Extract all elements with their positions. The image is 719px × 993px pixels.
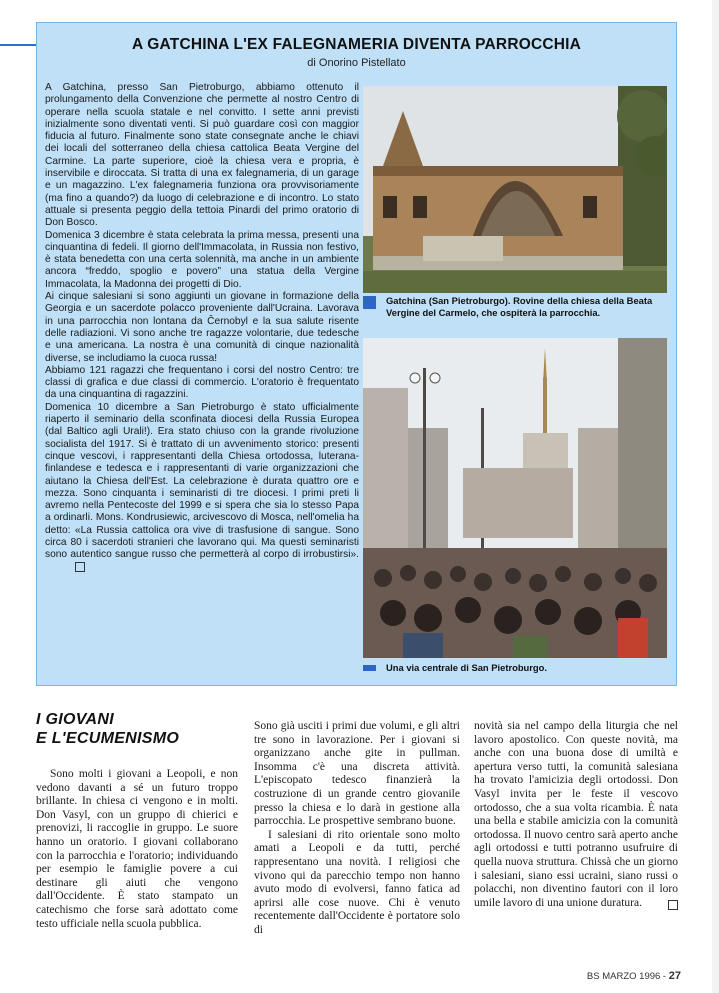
column-3 bbox=[474, 720, 678, 910]
article-paragraph: Domenica 3 dicembre è stata celebrata la prima messa, presenti una cinquantina di fedeli. Il giorno dell'Immacolata, in Russia non festivo, è stata benedetta con una certa solennità, ma anche in un ambiente ancora “freddo, spoglio e povero” una statua della Vergine Immacolata, la Madonna dei progetti di Dio. bbox=[45, 229, 359, 290]
article-paragraph-text: Domenica 10 dicembre a San Pietroburgo è stato ufficialmente riaperto il seminario della sconfinata diocesi della Russia Europea (dal Baltico agli Urali!). Era stato chiuso con la grande rivoluzione socialista del 1917. Si è trattato di un avvenimento storico: presenti cinque vescovi, i rappresentanti della Chiesa ortodossa, luterana-finlandese e tedesca e i rappresentanti di varie organizzazioni che aiutano la Chiesa dell'Est. La celebrazione è durata quattro ore e mezza. Sono cinquanta i seminaristi di tre diocesi. I primi preti li avremo nella Pentecoste del 1999 e si spera che sia lo stesso Papa a ordinarli. Mons. Kondrusiewic, arcivescovo di Mosca, nell'omelia ha detto: «La Russia cattolica ora vive di trasfusione di sangue. Sono circa 80 i sacerdoti stranieri che lavorano qui. Ma questi seminaristi sono autentico sangue russo che permetterà al corpo di irrobustirsi». bbox=[45, 401, 359, 561]
page-footer bbox=[587, 970, 681, 982]
article-body bbox=[45, 82, 359, 575]
caption-church-ruins bbox=[363, 295, 668, 318]
article-paragraph bbox=[45, 402, 359, 575]
column-paragraph: I salesiani di rito orientale sono molto amati a Leopoli e da tutti, perché rappresentano una novità. I religiosi che vivono qui da parecchio tempo non hanno avuto modo di evolversi, fanno fatica ad aprirsi alle cose nuove. Chi è venuto recentemente dall'Occidente è portatore solo di bbox=[254, 828, 460, 936]
article-paragraph: Abbiamo 121 ragazzi che frequentano i corsi del nostro Centro: tre classi di grafica e due classi di commercio. L'oratorio è frequentato da una cinquantina di ragazzini. bbox=[45, 364, 359, 401]
section-heading-line: E L'ECUMENISMO bbox=[36, 730, 180, 747]
caption-text: Gatchina (San Pietroburgo). Rovine della chiesa della Beata Vergine del Carmelo, che ospiterà la parrocchia. bbox=[386, 295, 653, 318]
top-accent-rule bbox=[0, 44, 36, 46]
photo-church-ruins bbox=[363, 86, 667, 293]
section-heading bbox=[36, 710, 179, 748]
column-paragraph: Sono molti i giovani a Leopoli, e non vedono davanti a sé un futuro troppo brillante. In chiesa ci vengono e in molti. Don Vasyl, con un gruppo di chierici e prenovizi, li raccoglie in gruppo. Le suore hanno un oratorio. I giovani collaborano con la parrocchia e l'oratorio; individuando per esempio le famiglie povere a cui destinare gli aiuti che vengono dall'Occidente. È stato stampato un catechismo che forse sarà adottato come testo ufficiale nella scuola pubblica. bbox=[36, 768, 238, 930]
column-2 bbox=[254, 720, 460, 938]
issue-label: BS MARZO 1996 - bbox=[586, 971, 667, 982]
feature-box bbox=[36, 22, 677, 686]
street-crowd-illustration bbox=[363, 338, 667, 658]
article-paragraph: Ai cinque salesiani si sono aggiunti un giovane in formazione della Georgia e un sacerdote polacco proveniente dall'Ucraina. Lavorava in una parrocchia non lontana da Černobyl e la sua salute risente delle radiazioni. Vi sono anche tre ragazze volontarie, due tedesche e una americana. La nostra è una comunità di cinque nazionalità diverse, se includiamo la cuoca russa! bbox=[45, 291, 359, 364]
article-title: A GATCHINA L'EX FALEGNAMERIA DIVENTA PARROCCHIA bbox=[131, 36, 582, 53]
column-1 bbox=[36, 768, 238, 931]
column-paragraph-text: novità sia nel campo della liturgia che nel lavoro apostolico. Con queste novità, ma anche con una buona dose di umiltà e apertura verso tutti, la comunità salesiana ha trovato l'amicizia degli ortodossi. Don Vasyl invita per le feste il vescovo ortodosso, che a sua volta ricambia. È nata una bella e stabile amicizia con la comunità ortodossa. Il nuovo centro sarà aperto anche agli ortodossi e tutti potranno usufruire di quella nuova struttura. Chissà che un giorno i salesiani, siano essi ucraini, siano russi o polacchi, non diventino fautori con il loro umile lavoro di una unione duratura. bbox=[474, 720, 678, 909]
caption-street bbox=[363, 662, 668, 674]
column-paragraph bbox=[474, 720, 678, 910]
article-paragraph: A Gatchina, presso San Pietroburgo, abbiamo ottenuto il prolungamento della Convenzione che permette al nostro Centro di operare nella scuola statale e nel convitto. I sette anni previsti inizialmente sono diventati venti. Si può guardare così con maggior fiducia al futuro. Finalmente sono state consegnate anche le chiavi dei locali del sotterraneo della chiesa cattolica Beata Vergine del Carmine. La parte superiore, cioè la chiesa vera e propria, è inservibile e diroccata. Si tratta di una ex falegnameria, di un garage e un magazzino. L'ex falegnameria funziona ora provvisoriamente (ma fino a quando?) da luogo di celebrazione e di incontro. Lo stato attuale si presenta peggio della tettoia Pinardi del primo oratorio di Don Bosco. bbox=[45, 82, 359, 229]
article-author: di Onorino Pistellato bbox=[307, 57, 406, 69]
page-edge bbox=[712, 0, 719, 993]
end-mark-icon bbox=[75, 562, 85, 572]
page-number: 27 bbox=[668, 970, 681, 982]
caption-marker-icon bbox=[363, 665, 376, 671]
section-heading-line: I GIOVANI bbox=[36, 711, 114, 728]
caption-marker-icon bbox=[363, 296, 376, 309]
photo-st-petersburg-street bbox=[363, 338, 667, 658]
church-ruins-illustration bbox=[363, 86, 667, 293]
caption-text: Una via centrale di San Pietroburgo. bbox=[386, 662, 547, 673]
end-mark-icon bbox=[668, 900, 678, 910]
column-paragraph: Sono già usciti i primi due volumi, e gli altri tre sono in lavorazione. Per i giovani si organizzano anche gite in pullman. Insomma c'è una discreta attività. L'episcopato tedesco finanzierà la costruzione di un grande centro giovanile presso la chiesa e lo darà in gestione alla parrocchia. Le prospettive sembrano buone. bbox=[254, 720, 460, 828]
